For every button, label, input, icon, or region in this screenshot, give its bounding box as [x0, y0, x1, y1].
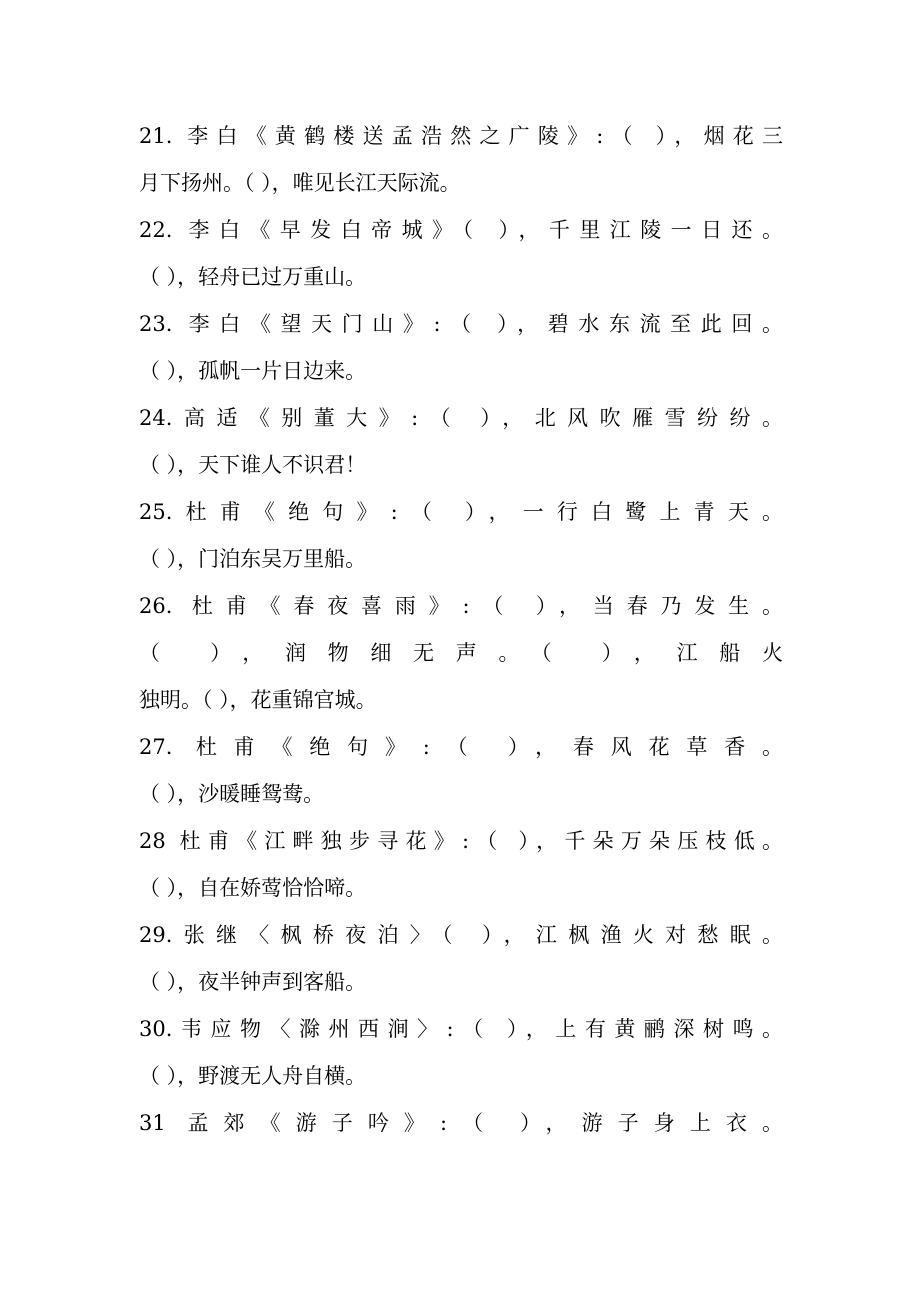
line-3: 22. 李白《早发白帝城》（ ），千里江陵一日还。	[139, 218, 783, 242]
line-15: （ ），沙暖睡鸳鸯。	[139, 782, 325, 806]
line-22: 31 孟郊《游子吟》:（ ），游子身上衣。	[139, 1111, 783, 1135]
line-7: 24.高适《别董大》:（ ），北风吹雁雪纷纷。	[139, 406, 783, 430]
line-14: 27. 杜甫《绝句》:（ ），春风花草香。	[139, 735, 783, 759]
line-17: （ ），自在娇莺恰恰啼。	[139, 876, 367, 900]
line-2: 月下扬州。（ ），唯见长江天际流。	[139, 171, 461, 195]
line-1: 21. 李白《黄鹤楼送孟浩然之广陵》:（ ），烟花三	[139, 124, 783, 148]
line-6: （ ），孤帆一片日边来。	[139, 359, 367, 383]
line-12: （ ），润物细无声。（ ），江船火	[139, 641, 783, 665]
line-21: （ ），野渡无人舟自横。	[139, 1064, 367, 1088]
line-10: （ ），门泊东吴万里船。	[139, 547, 367, 571]
line-16: 28 杜甫《江畔独步寻花》:（ ），千朵万朵压枝低。	[139, 829, 783, 853]
line-13: 独明。（ ），花重锦官城。	[139, 688, 377, 712]
line-8: （ ），天下谁人不识君！	[139, 453, 367, 477]
line-18: 29.张继〈枫桥夜泊〉（ ），江枫渔火对愁眠。	[139, 923, 783, 947]
line-11: 26. 杜甫《春夜喜雨》:（ ），当春乃发生。	[139, 594, 783, 618]
line-19: （ ），夜半钟声到客船。	[139, 970, 367, 994]
line-9: 25.杜甫《绝句》:（ ），一行白鹭上青天。	[139, 500, 783, 524]
line-20: 30.韦应物〈滁州西涧〉:（ ），上有黄鹂深树鸣。	[139, 1017, 783, 1041]
line-5: 23. 李白《望天门山》:（ ），碧水东流至此回。	[139, 312, 783, 336]
poem-fill-in-list	[139, 113, 783, 1147]
line-4: （ ），轻舟已过万重山。	[139, 265, 367, 289]
